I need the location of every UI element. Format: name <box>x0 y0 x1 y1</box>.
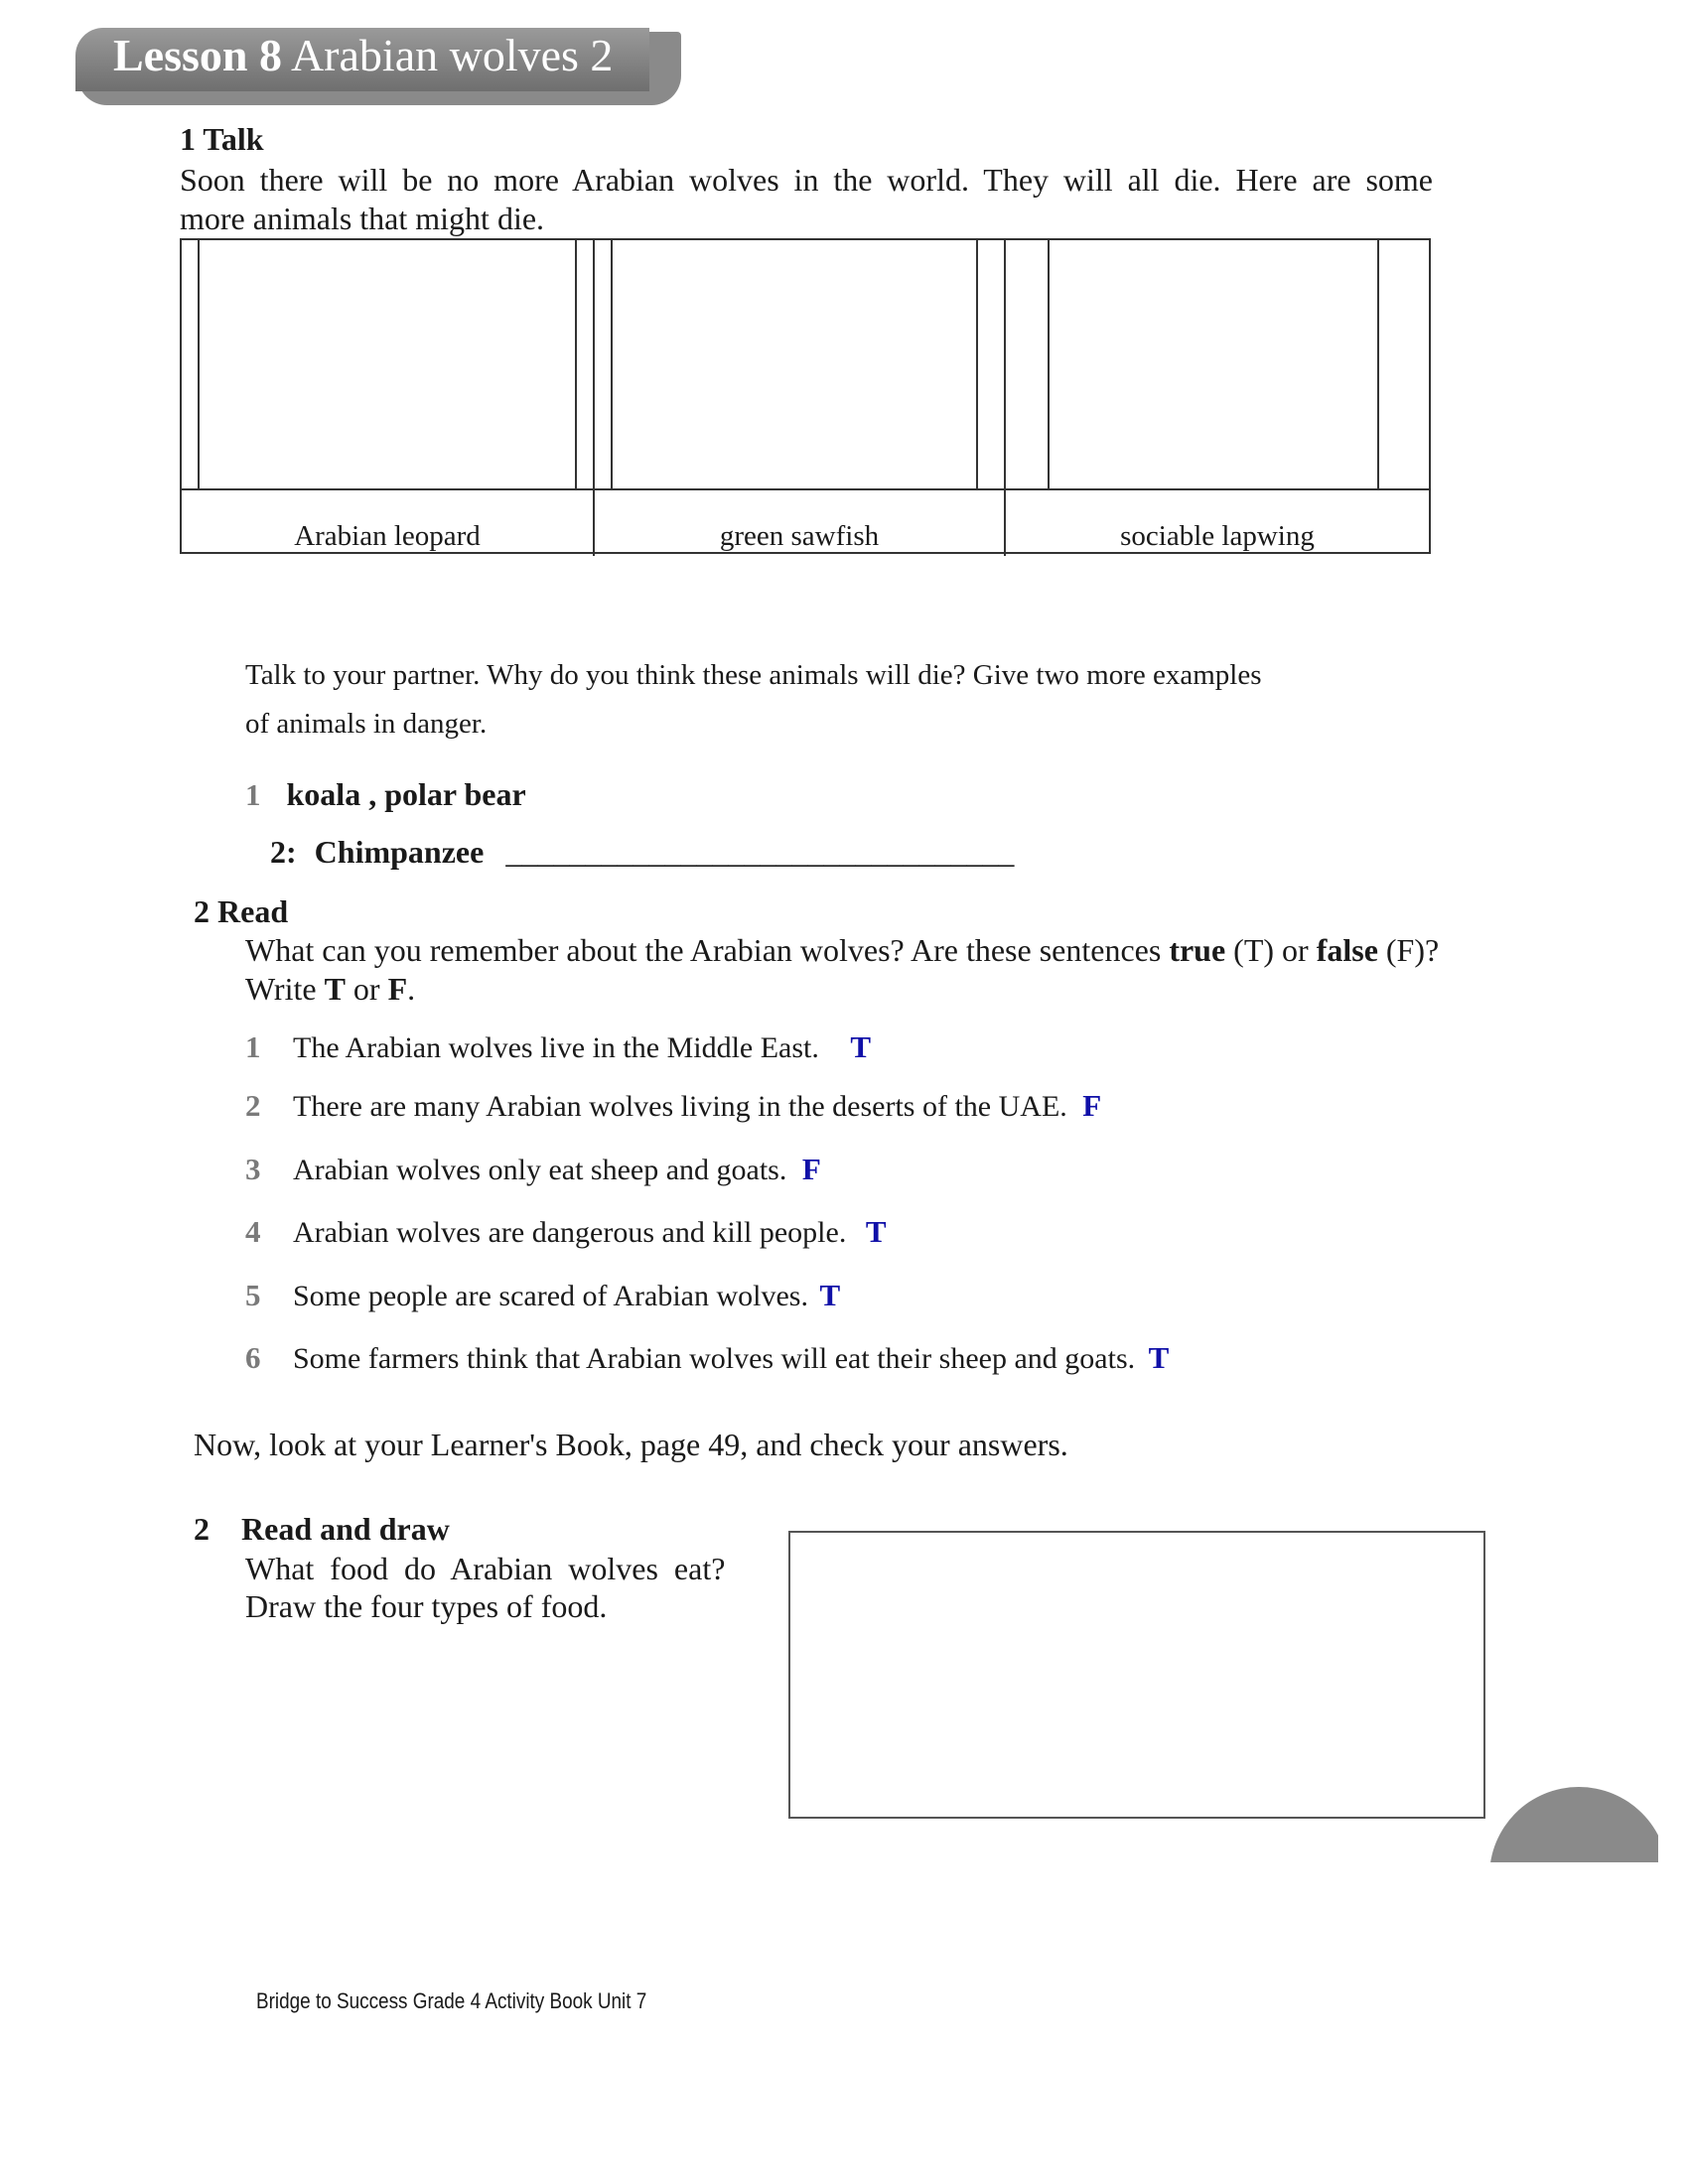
talk-answer-2 <box>270 834 1014 871</box>
check-answers-note: Now, look at your Learner's Book, page 49, and check your answers. <box>194 1427 1068 1462</box>
statement-answer[interactable]: F <box>1082 1088 1102 1123</box>
read-instruction-text: What can you remember about the Arabian wolves? Are these sentences <box>245 932 1170 968</box>
statement-text: Some farmers think that Arabian wolves will eat their sheep and goats. <box>293 1342 1136 1375</box>
statement-number: 3 <box>245 1152 261 1186</box>
statement-number: 5 <box>245 1278 261 1312</box>
talk-answer-number: 2: <box>270 834 297 870</box>
answer-blank-line[interactable]: ________________________________ <box>505 834 1015 870</box>
statement-1 <box>245 1029 871 1066</box>
read-instruction-line1 <box>245 931 1439 969</box>
statement-text: Arabian wolves only eat sheep and goats. <box>293 1154 787 1186</box>
letter-f: F <box>387 971 408 1007</box>
read-heading: 2 Read <box>194 893 289 929</box>
statement-answer[interactable]: T <box>865 1214 887 1249</box>
animal-caption-3: sociable lapwing <box>1120 520 1315 552</box>
lesson-label: Lesson 8 <box>113 30 282 80</box>
draw-instruction-line2: Draw the four types of food. <box>245 1588 608 1624</box>
drawing-area[interactable] <box>788 1531 1485 1819</box>
footer-text: Bridge to Success Grade 4 Activity Book Unit 7 <box>256 1988 647 2013</box>
read-instruction-text: . <box>407 971 416 1007</box>
talk-answer-text: Chimpanzee <box>314 834 485 870</box>
draw-number: 2 <box>194 1511 210 1547</box>
animal-caption-2: green sawfish <box>719 520 880 552</box>
statement-number: 6 <box>245 1340 261 1375</box>
statement-text: Some people are scared of Arabian wolves. <box>293 1280 808 1312</box>
read-instruction-line2 <box>245 970 415 1008</box>
read-instruction-text: or <box>345 971 388 1007</box>
talk-answer-1 <box>245 776 526 813</box>
read-instruction-text: (T) or <box>1225 932 1317 968</box>
talk-heading: 1 Talk <box>180 121 264 157</box>
statement-answer[interactable]: T <box>819 1278 841 1312</box>
statement-4 <box>245 1214 887 1251</box>
letter-t: T <box>324 971 346 1007</box>
talk-answer-text: koala , polar bear <box>286 776 526 812</box>
statement-number: 1 <box>245 1029 261 1064</box>
statement-answer[interactable]: F <box>801 1152 821 1186</box>
statement-answer[interactable]: T <box>1148 1340 1170 1375</box>
talk-intro-line1: Soon there will be no more Arabian wolves in the world. They will all die. Here are some <box>180 162 1433 198</box>
statement-3 <box>245 1152 821 1188</box>
statement-text: The Arabian wolves live in the Middle East. <box>293 1031 819 1064</box>
talk-prompt-line1: Talk to your partner. Why do you think these animals will die? Give two more examples <box>245 659 1262 691</box>
animal-picture-frame-1 <box>200 240 575 488</box>
false-word: false <box>1316 932 1378 968</box>
animal-picture-frame-2 <box>613 240 976 488</box>
animal-caption-1: Arabian leopard <box>294 520 481 552</box>
draw-heading-text: Read and draw <box>241 1511 450 1547</box>
talk-answer-number: 1 <box>245 777 261 812</box>
talk-prompt-line2: of animals in danger. <box>245 708 488 740</box>
statement-5 <box>245 1278 840 1314</box>
page-number-disc <box>1489 1787 1658 1862</box>
draw-instruction-line1: What food do Arabian wolves eat? <box>245 1551 726 1586</box>
animal-picture-frame-3 <box>1050 240 1377 488</box>
statement-answer[interactable]: T <box>850 1029 872 1064</box>
talk-intro-line2: more animals that might die. <box>180 201 545 236</box>
statement-6 <box>245 1340 1169 1377</box>
statement-number: 2 <box>245 1088 261 1123</box>
read-instruction-text: (F)? <box>1377 932 1440 968</box>
statement-text: Arabian wolves are dangerous and kill people. <box>293 1216 847 1249</box>
true-word: true <box>1169 932 1226 968</box>
statement-text: There are many Arabian wolves living in the deserts of the UAE. <box>293 1090 1067 1123</box>
lesson-title-text: Arabian wolves 2 <box>290 30 614 80</box>
lesson-title <box>113 28 613 83</box>
animals-table <box>180 238 1431 554</box>
statement-number: 4 <box>245 1214 261 1249</box>
page-number-tab <box>1489 1787 1658 1862</box>
read-instruction-text: Write <box>245 971 325 1007</box>
draw-heading <box>194 1511 450 1548</box>
statement-2 <box>245 1088 1101 1125</box>
